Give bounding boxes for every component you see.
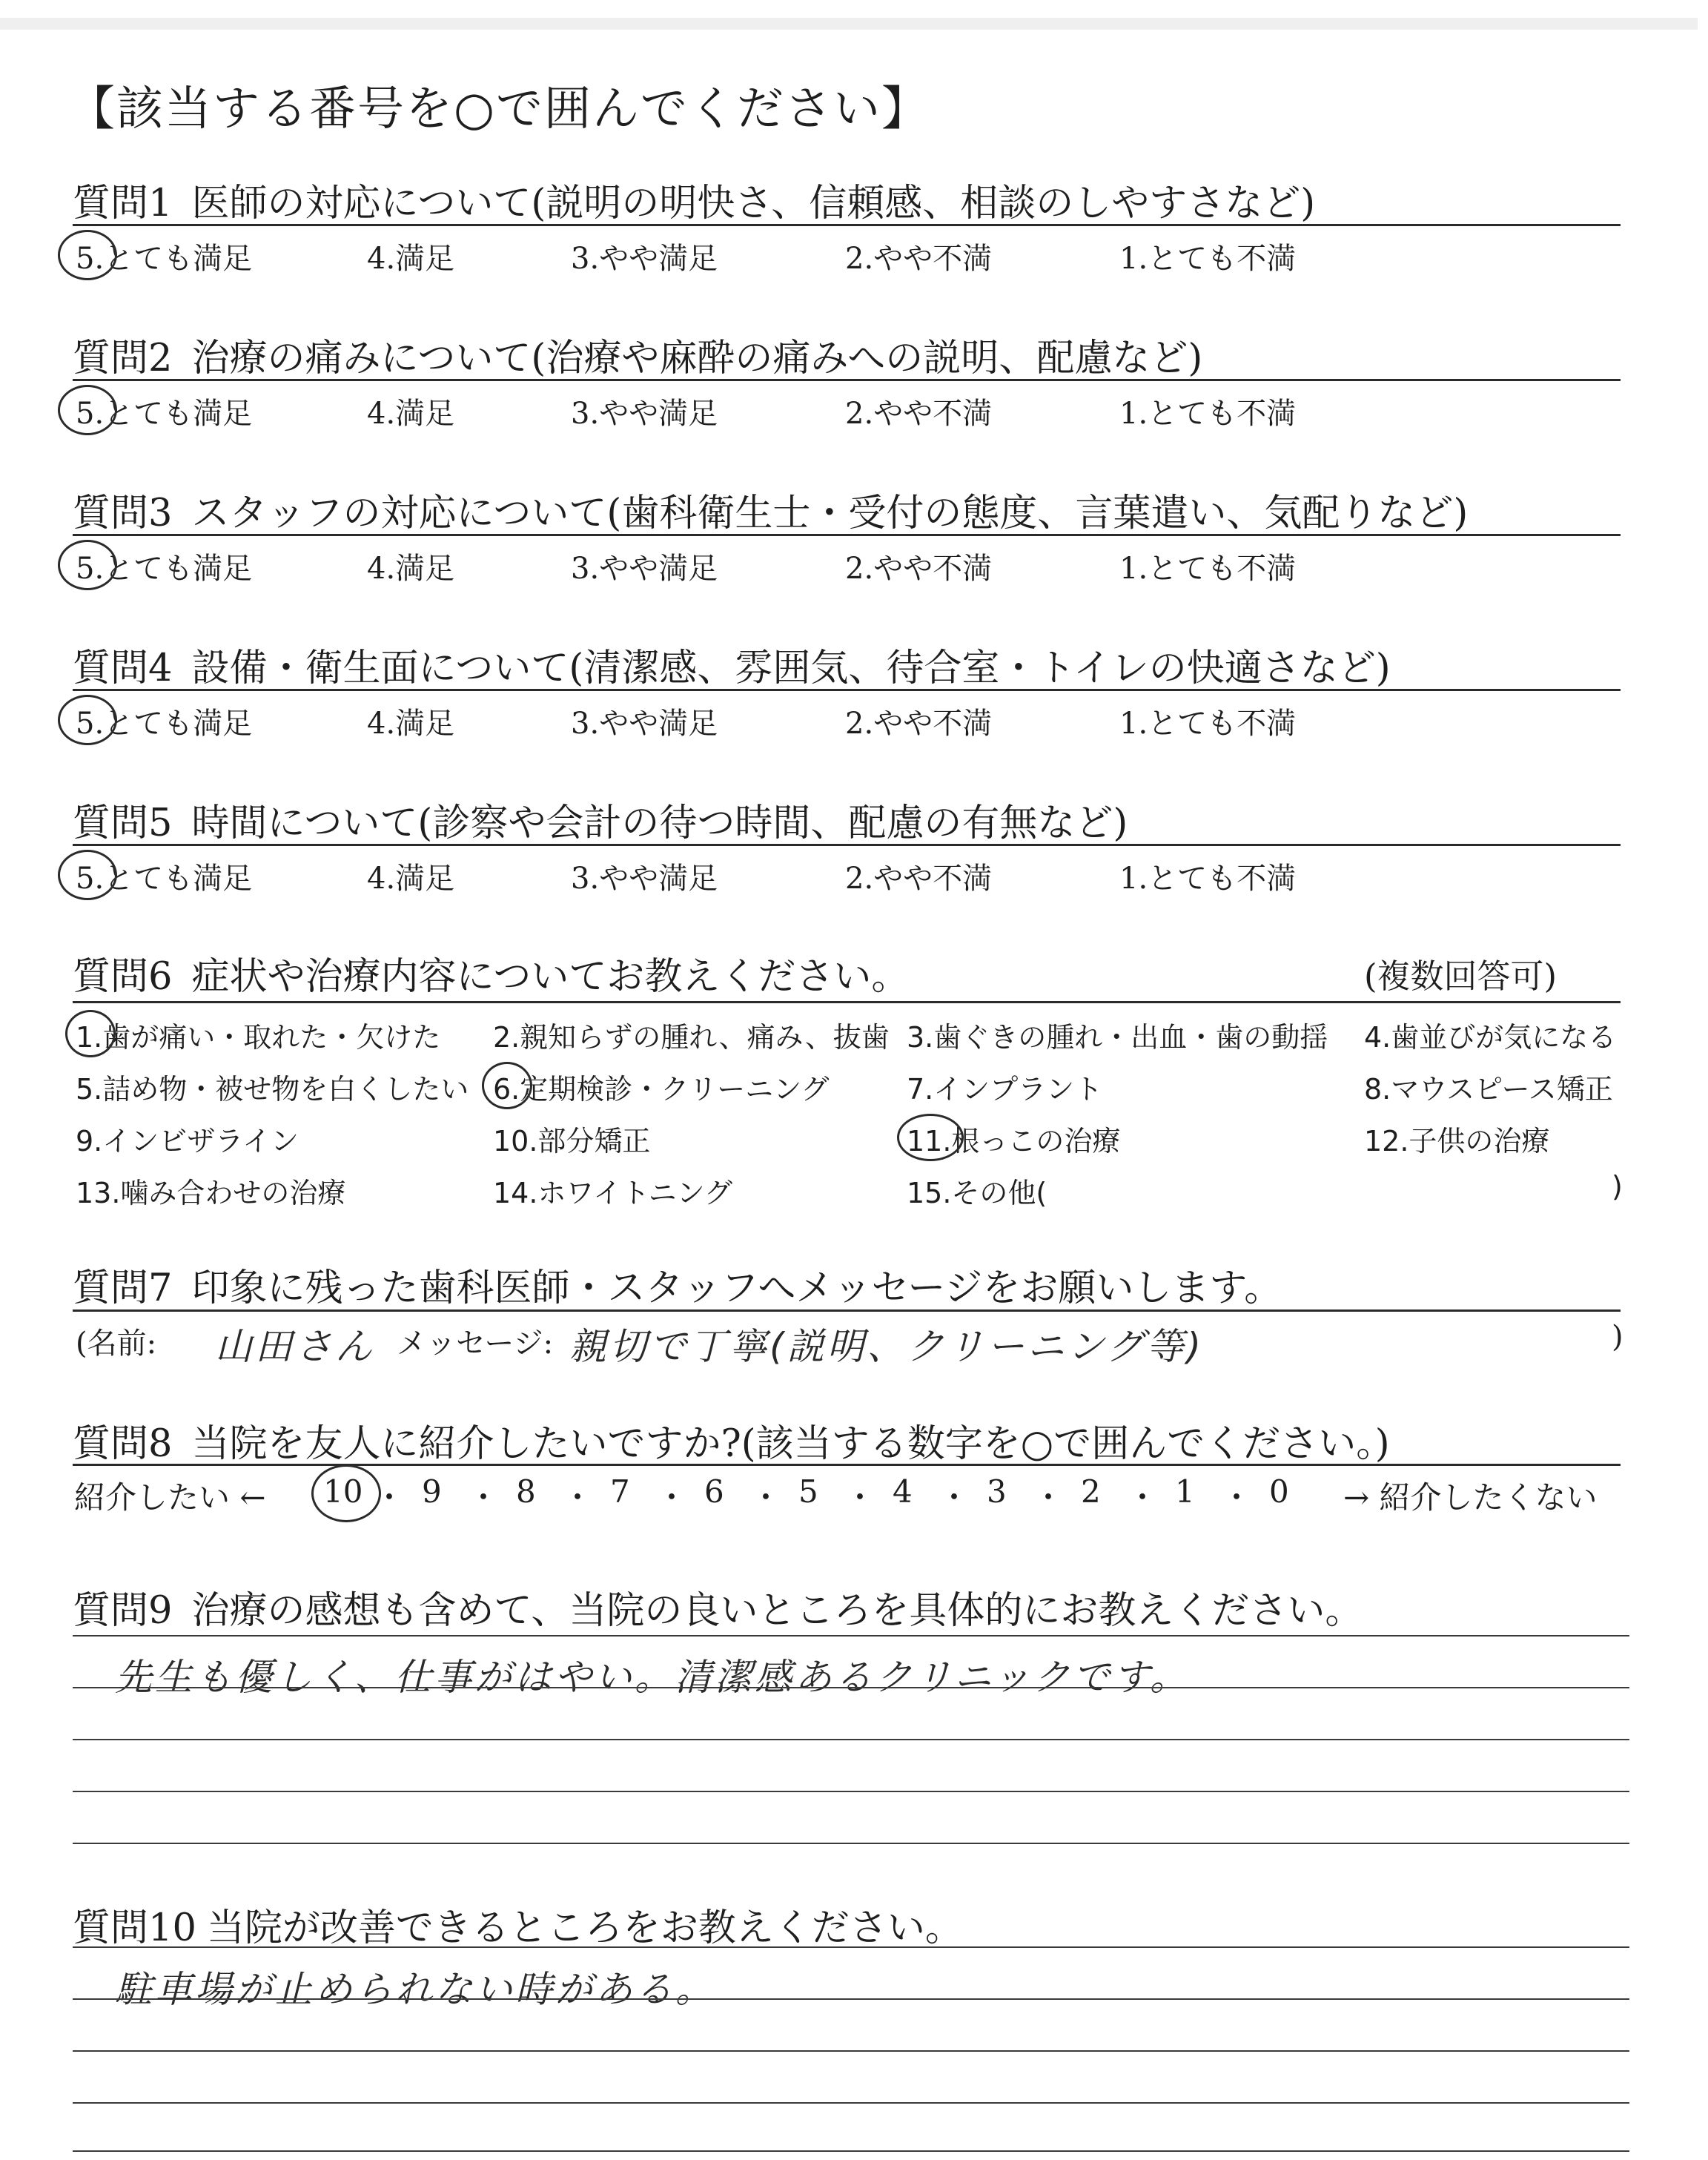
q7-name-handwritten: 山田さん xyxy=(215,1325,375,1368)
q6-option-13[interactable]: 13.噛み合わせの治療 xyxy=(76,1177,346,1209)
q8-scale-separator: ・ xyxy=(1221,1479,1253,1516)
q2-text: 治療の痛みについて(治療や麻酔の痛みへの説明、配慮など) xyxy=(191,337,1203,380)
q7-message-label: メッセージ: xyxy=(397,1327,554,1361)
q10-line-5 xyxy=(73,2150,1629,2152)
q6-option-11[interactable]: 11.根っこの治療 xyxy=(907,1125,1121,1157)
page-title: 【該当する番号を○で囲んでください】 xyxy=(68,82,930,136)
q7-number: 質問7 xyxy=(73,1266,173,1310)
q4-selected-circle xyxy=(58,695,117,745)
q3-option-2[interactable]: 2.やや不満 xyxy=(845,552,993,586)
q8-heading xyxy=(73,1413,1390,1467)
q3-heading xyxy=(73,482,1468,537)
q2-option-3[interactable]: 3.やや満足 xyxy=(571,397,718,431)
q6-selected-circle-11 xyxy=(897,1114,964,1161)
q8-number: 質問8 xyxy=(73,1422,173,1466)
q7-rule xyxy=(73,1309,1621,1312)
q8-scale-separator: ・ xyxy=(1127,1479,1159,1516)
q8-scale-5[interactable]: 5 xyxy=(798,1473,818,1510)
q6-option-10[interactable]: 10.部分矯正 xyxy=(493,1125,651,1157)
q3-option-5[interactable]: 5.とても満足 xyxy=(76,552,253,586)
q8-scale-3[interactable]: 3 xyxy=(987,1473,1007,1510)
q4-number: 質問4 xyxy=(73,647,173,690)
q10-heading xyxy=(73,1897,963,1952)
q1-heading xyxy=(73,172,1315,227)
q10-line-1 xyxy=(73,1946,1629,1948)
q5-option-3[interactable]: 3.やや満足 xyxy=(571,862,718,896)
q8-scale-6[interactable]: 6 xyxy=(704,1473,724,1510)
q9-number: 質問9 xyxy=(73,1589,173,1633)
q8-scale-4[interactable]: 4 xyxy=(893,1473,913,1510)
q5-number: 質問5 xyxy=(73,802,173,845)
q8-scale-8[interactable]: 8 xyxy=(516,1473,536,1510)
q8-text: 当院を友人に紹介したいですか?(該当する数字を○で囲んでください。) xyxy=(191,1422,1390,1466)
q7-text: 印象に残った歯科医師・スタッフへメッセージをお願いします。 xyxy=(191,1266,1282,1310)
q8-right-label: → 紹介したくない xyxy=(1343,1479,1598,1516)
q10-answer-handwritten: 駐車場が止められない時がある。 xyxy=(115,1968,715,2011)
q5-option-1[interactable]: 1.とても不満 xyxy=(1119,862,1297,896)
q2-selected-circle xyxy=(58,385,117,435)
q4-option-4[interactable]: 4.満足 xyxy=(367,707,455,741)
q6-heading xyxy=(73,945,909,1000)
q9-text: 治療の感想も含めて、当院の良いところを具体的にお教えください。 xyxy=(191,1589,1363,1633)
q6-option-14[interactable]: 14.ホワイトニング xyxy=(493,1177,733,1209)
q5-selected-circle xyxy=(58,850,117,900)
q8-scale-1[interactable]: 1 xyxy=(1175,1473,1195,1510)
q6-text: 症状や治療内容についてお教えください。 xyxy=(191,955,910,999)
q3-number: 質問3 xyxy=(73,492,173,535)
q9-heading xyxy=(73,1579,1363,1634)
q6-option-9[interactable]: 9.インビザライン xyxy=(76,1125,299,1157)
q8-scale-7[interactable]: 7 xyxy=(610,1473,630,1510)
q4-rule xyxy=(73,689,1621,691)
q10-line-2 xyxy=(73,1998,1629,2000)
q9-line-4 xyxy=(73,1791,1629,1792)
q6-option-15[interactable]: 15.その他( xyxy=(907,1177,1047,1209)
q9-line-2 xyxy=(73,1687,1629,1688)
q1-option-5[interactable]: 5.とても満足 xyxy=(76,242,253,276)
q6-rule xyxy=(73,1001,1621,1003)
q7-message-handwritten: 親切で丁寧(説明、クリーニング等) xyxy=(569,1325,1205,1368)
q3-option-4[interactable]: 4.満足 xyxy=(367,552,455,586)
q9-line-1 xyxy=(73,1635,1629,1636)
q8-scale-9[interactable]: 9 xyxy=(422,1473,442,1510)
q10-line-4 xyxy=(73,2102,1629,2104)
q9-line-5 xyxy=(73,1843,1629,1844)
q6-number: 質問6 xyxy=(73,955,173,999)
q8-left-label: 紹介したい ← xyxy=(74,1479,266,1516)
q3-option-3[interactable]: 3.やや満足 xyxy=(571,552,718,586)
q6-option-6[interactable]: 6.定期検診・クリーニング xyxy=(493,1073,830,1106)
q1-option-2[interactable]: 2.やや不満 xyxy=(845,242,993,276)
q4-text: 設備・衛生面について(清潔感、雰囲気、待合室・トイレの快適さなど) xyxy=(191,647,1391,690)
scan-top-edge xyxy=(0,18,1698,30)
q1-selected-circle xyxy=(58,230,117,280)
q6-option-5[interactable]: 5.詰め物・被せ物を白くしたい xyxy=(76,1073,469,1106)
q4-option-5[interactable]: 5.とても満足 xyxy=(76,707,253,741)
q3-rule xyxy=(73,534,1621,536)
q5-option-4[interactable]: 4.満足 xyxy=(367,862,455,896)
q6-selected-circle-6 xyxy=(482,1062,532,1109)
q8-scale-0[interactable]: 0 xyxy=(1269,1473,1289,1510)
q7-close-paren: ) xyxy=(1612,1320,1623,1354)
q2-rule xyxy=(73,379,1621,381)
q8-rule xyxy=(73,1464,1621,1466)
q10-number: 質問10 xyxy=(73,1906,196,1950)
q10-text: 当院が改善できるところをお教えください。 xyxy=(206,1906,963,1950)
q8-scale-separator: ・ xyxy=(468,1479,500,1516)
q6-other-close-paren: ) xyxy=(1612,1170,1623,1203)
q2-number: 質問2 xyxy=(73,337,173,380)
q4-option-2[interactable]: 2.やや不満 xyxy=(845,707,993,741)
q2-option-2[interactable]: 2.やや不満 xyxy=(845,397,993,431)
q8-scale-2[interactable]: 2 xyxy=(1081,1473,1101,1510)
q6-multiple-note: (複数回答可) xyxy=(1364,957,1558,996)
q1-number: 質問1 xyxy=(73,182,173,225)
q4-option-3[interactable]: 3.やや満足 xyxy=(571,707,718,741)
q1-text: 医師の対応について(説明の明快さ、信頼感、相談のしやすさなど) xyxy=(191,182,1316,225)
q7-heading xyxy=(73,1257,1282,1312)
q10-line-3 xyxy=(73,2050,1629,2052)
q4-heading xyxy=(73,637,1391,692)
q6-option-12[interactable]: 12.子供の治療 xyxy=(1364,1125,1550,1157)
q6-selected-circle-1 xyxy=(65,1010,116,1057)
q8-scale-separator: ・ xyxy=(1033,1479,1065,1516)
q8-scale-separator: ・ xyxy=(656,1479,688,1516)
q2-heading xyxy=(73,327,1202,382)
q4-option-1[interactable]: 1.とても不満 xyxy=(1119,707,1297,741)
q5-text: 時間について(診察や会計の待つ時間、配慮の有無など) xyxy=(191,802,1128,845)
q2-option-1[interactable]: 1.とても不満 xyxy=(1119,397,1297,431)
q8-scale-separator: ・ xyxy=(374,1479,406,1516)
q3-text: スタッフの対応について(歯科衛生士・受付の態度、言葉遣い、気配りなど) xyxy=(191,492,1469,535)
q3-option-1[interactable]: 1.とても不満 xyxy=(1119,552,1297,586)
q6-option-7[interactable]: 7.インプラント xyxy=(907,1073,1103,1106)
q8-selected-circle xyxy=(311,1464,381,1522)
q5-heading xyxy=(73,792,1128,847)
q8-scale-separator: ・ xyxy=(562,1479,594,1516)
q8-scale-10[interactable]: 10 xyxy=(323,1473,363,1510)
q9-line-3 xyxy=(73,1739,1629,1740)
q6-option-8[interactable]: 8.マウスピース矯正 xyxy=(1364,1073,1613,1106)
q1-rule xyxy=(73,224,1621,226)
q5-rule xyxy=(73,844,1621,846)
q2-option-4[interactable]: 4.満足 xyxy=(367,397,455,431)
q7-name-label: (名前: xyxy=(76,1327,157,1361)
q8-scale-separator: ・ xyxy=(939,1479,970,1516)
q8-scale-separator: ・ xyxy=(844,1479,876,1516)
q1-option-4[interactable]: 4.満足 xyxy=(367,242,455,276)
q5-option-2[interactable]: 2.やや不満 xyxy=(845,862,993,896)
q3-selected-circle xyxy=(58,540,117,590)
q9-answer-handwritten: 先生も優しく、仕事がはやい。清潔感あるクリニックです。 xyxy=(115,1656,1190,1699)
q1-option-1[interactable]: 1.とても不満 xyxy=(1119,242,1297,276)
q6-option-2[interactable]: 2.親知らずの腫れ、痛み、抜歯 xyxy=(493,1021,890,1054)
q2-option-5[interactable]: 5.とても満足 xyxy=(76,397,253,431)
q6-option-1[interactable]: 1.歯が痛い・取れた・欠けた xyxy=(76,1021,441,1054)
q6-option-4[interactable]: 4.歯並びが気になる xyxy=(1364,1021,1617,1054)
q8-scale-separator: ・ xyxy=(750,1479,782,1516)
q6-option-3[interactable]: 3.歯ぐきの腫れ・出血・歯の動揺 xyxy=(907,1021,1328,1054)
q1-option-3[interactable]: 3.やや満足 xyxy=(571,242,718,276)
q5-option-5[interactable]: 5.とても満足 xyxy=(76,862,253,896)
